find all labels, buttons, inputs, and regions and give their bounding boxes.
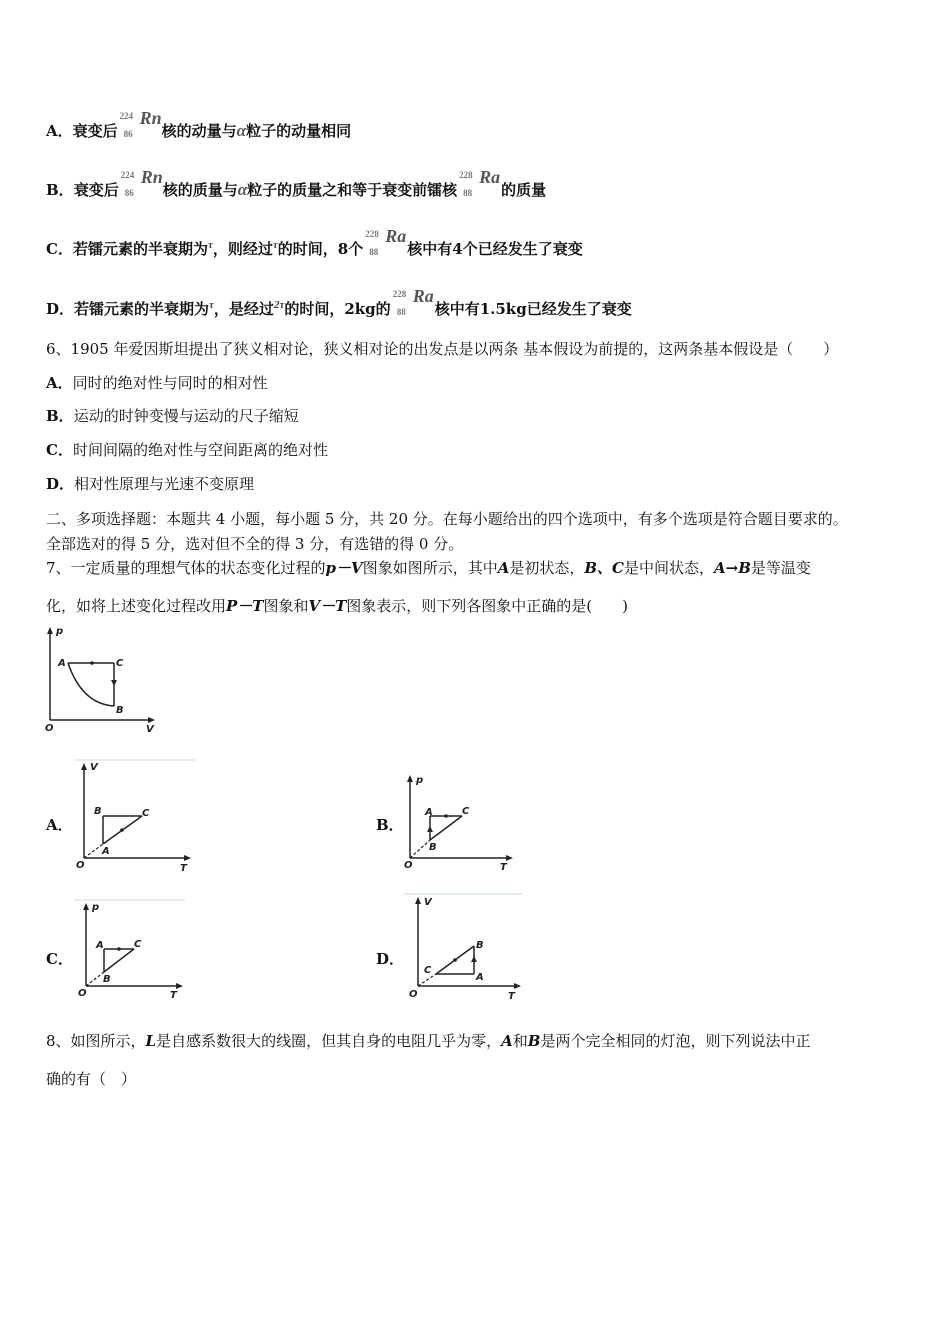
origin-label: O	[409, 989, 418, 1000]
axis-label-x: T	[170, 990, 177, 1001]
point-label: A	[425, 807, 433, 818]
q6-stem: 6、1905 年爱因斯坦提出了狭义相对论，狭义相对论的出发点是以两条 基本假设为前提的，这两条基本假设是（ ）	[46, 340, 839, 358]
point-label: C	[462, 806, 470, 817]
point-label: B	[429, 842, 437, 853]
radium-nuclide: 228 88 Ra	[459, 167, 501, 198]
point-label: B	[476, 940, 484, 951]
q6-option-b: B．运动的时钟变慢与运动的尺子缩短	[46, 407, 299, 425]
section-instructions: 全部选对的得 5 分，选对但不全的得 3 分，有选错的得 0 分。	[46, 535, 464, 553]
point-label: C	[142, 808, 150, 819]
q7-option-b-graph	[400, 770, 520, 876]
axis-label-v: V	[146, 724, 154, 735]
q5-option-b: B．衰变后 224 86 Rn 核的质量与α粒子的质量之和等于衰变前镭核 228 88 Ra 的质量	[46, 167, 547, 199]
q5-option-a: A．衰变后 224 86 Rn 核的动量与α粒子的动量相同	[46, 108, 352, 140]
point-label: B	[94, 806, 102, 817]
q6-option-c: C．时间间隔的绝对性与空间距离的绝对性	[46, 441, 328, 459]
origin-label: O	[78, 988, 87, 999]
point-label: A	[476, 972, 484, 983]
radium-nuclide: 228 88 Ra	[392, 286, 434, 317]
q7-stem-line2: 化，如将上述变化过程改用P－T图象和V－T图象表示，则下列各图象中正确的是( )	[46, 597, 629, 615]
point-label: A	[102, 846, 110, 857]
point-label-b: B	[116, 705, 124, 716]
origin-label: O	[76, 860, 85, 871]
origin-label: O	[404, 860, 413, 871]
q7-option-b-label: B．	[376, 816, 404, 834]
axis-label-p: p	[56, 626, 64, 637]
radon-nuclide: 224 86 Rn	[119, 108, 162, 139]
axis-label-y: p	[92, 902, 100, 913]
q6-option-d: D．相对性原理与光速不变原理	[46, 475, 255, 493]
point-label: C	[134, 939, 142, 950]
radium-nuclide: 228 88 Ra	[365, 226, 407, 257]
q5-option-d: D．若镭元素的半衰期为$^\tau$，是经过$^{2\tau}$的时间，2kg的 228 88 Ra 核中有1.5kg已经发生了衰变	[46, 286, 632, 318]
axis-label-y: p	[416, 775, 424, 786]
point-label-a: A	[58, 658, 66, 669]
point-label: B	[103, 974, 111, 985]
radon-nuclide: 224 86 Rn	[120, 167, 163, 198]
axis-label-y: V	[424, 897, 432, 908]
q7-stem-line1: 7、一定质量的理想气体的状态变化过程的p－V图象如图所示，其中A是初状态，B、C是中间状态，A→B是等温变	[46, 559, 811, 577]
q7-option-a-graph	[70, 758, 198, 876]
q8-stem-line2: 确的有（ ）	[46, 1070, 137, 1088]
section-heading: 二、多项选择题：本题共 4 小题，每小题 5 分，共 20 分。在每小题给出的四个选项中，有多个选项是符合题目要求的。	[46, 510, 848, 528]
axis-label-x: T	[180, 863, 187, 874]
q7-option-c-label: C．	[46, 950, 73, 968]
q7-pv-graph	[42, 624, 162, 736]
axis-label-x: T	[500, 862, 507, 873]
point-label: A	[96, 940, 104, 951]
origin-label: O	[45, 723, 54, 734]
q7-option-c-graph	[70, 898, 188, 1002]
axis-label-y: V	[90, 762, 98, 773]
q7-option-a-label: A．	[46, 816, 73, 834]
point-label: C	[424, 965, 432, 976]
q5-option-c: C．若镭元素的半衰期为$^\tau$，则经过$^\tau$的时间，8个 228 88 Ra 核中有4个已经发生了衰变	[46, 226, 583, 258]
q8-stem-line1: 8、如图所示，L是自感系数很大的线圈，但其自身的电阻几乎为零，A和B是两个完全相同的灯泡，则下列说法中正	[46, 1032, 811, 1050]
q7-option-d-graph	[400, 890, 526, 1002]
q7-option-d-label: D．	[376, 950, 405, 968]
q6-option-a: A．同时的绝对性与同时的相对性	[46, 374, 268, 392]
point-label-c: C	[116, 658, 124, 669]
axis-label-x: T	[508, 991, 515, 1002]
